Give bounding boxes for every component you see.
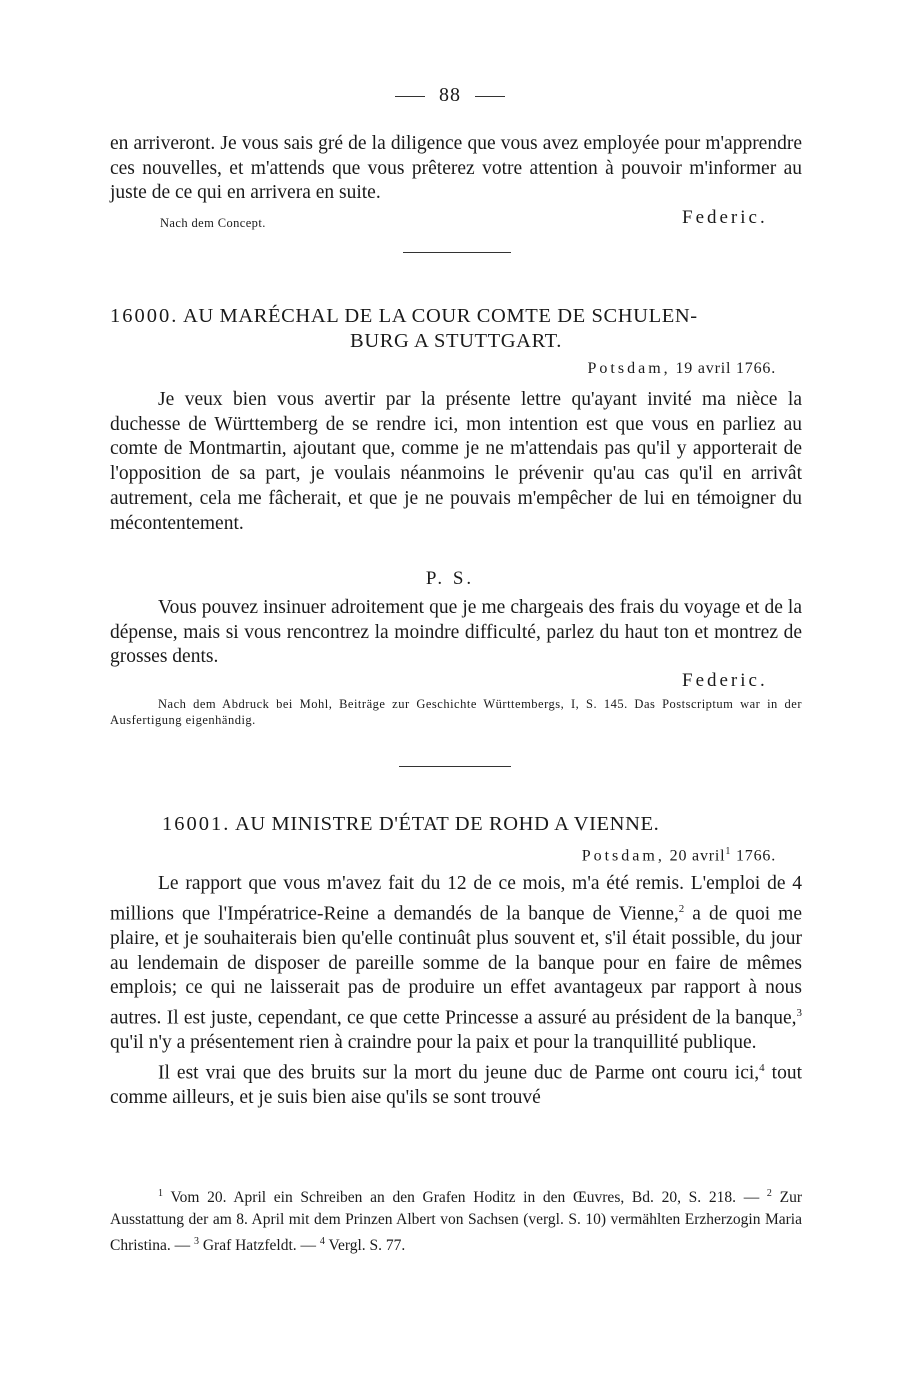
footnote-ref-3: 3 xyxy=(796,1007,802,1020)
letter-16001-dateline xyxy=(582,846,776,865)
postscript-body: Vous pouvez insinuer adroitement que je me chargeais des frais du voyage et de la dépense, mais si vous rencontrez la moindre difficulté, parlez du haut ton et montrez de grosses dents. xyxy=(110,597,802,668)
letter-16000-body: Je veux bien vous avertir par la présente lettre qu'ayant invité ma nièce la duchesse de Württemberg de se rendre ici, mon intention est que vous en parliez au comte de Montmartin, ajoutant que, comme je ne m'attendais pas qu'il y apporterait de l'opposition de sa part, je voulais néanmoins le prévenir qu'au cas qu'il en arrivât autrement, cela me fâcherait, et que je ne pouvais m'empêcher de lui en témoigner du mécontentement. xyxy=(110,389,802,534)
letter-16001-paragraph-2 xyxy=(110,1056,802,1111)
page-number: 88 xyxy=(439,84,461,106)
letter-16000-signature: Federic. xyxy=(682,670,768,691)
continuation-source-note: Nach dem Concept. xyxy=(160,216,266,230)
section-divider xyxy=(403,252,511,253)
paragraph-text: Il est vrai que des bruits sur la mort du jeune duc de Parme ont couru ici, xyxy=(158,1062,760,1084)
letter-16001-year: 1766. xyxy=(736,847,776,865)
letter-16001-title: AU MINISTRE D'ÉTAT DE ROHD A VIENNE. xyxy=(234,813,660,835)
footnote-ref-4: 4 xyxy=(759,1061,765,1074)
letter-16001-number: 16001. xyxy=(162,813,231,835)
letter-16000-title-line2: BURG A STUTTGART. xyxy=(350,330,562,352)
letter-16001-paragraph-1 xyxy=(110,872,802,1056)
letter-16000-heading xyxy=(110,304,802,354)
letter-16001-heading xyxy=(162,812,802,837)
letter-16000-title-line1: AU MARÉCHAL DE LA COUR COMTE DE SCHULEN- xyxy=(182,305,698,327)
continuation-signature: Federic. xyxy=(682,207,768,228)
footnote-ref-1: 1 xyxy=(725,846,732,857)
footnote-mark-2: 2 xyxy=(766,1188,772,1199)
letter-16000-dateline xyxy=(588,360,776,378)
letter-16000-source-note: Nach dem Abdruck bei Mohl, Beiträge zur Geschichte Württembergs, I, S. 145. Das Postscriptum war in der Ausfertigung eigenhändig. xyxy=(110,697,802,727)
paragraph-text: a de quoi me plaire, et je souhaiterais bien qu'elle continuât plus souvent et, s'il était possible, du jour au lendemain de disposer de pareille somme de la banque pour en faire de mêmes emplois; ce qui ne laisserait pas de produire un effet avantageux par rapport à nous autres. Il est juste, cependant, ce que cette Princesse a assuré au président de la banque, xyxy=(110,903,802,1029)
letter-16000-number: 16000. xyxy=(110,305,179,327)
footnote-mark-4: 4 xyxy=(319,1236,325,1248)
letter-16001-date: 20 avril xyxy=(669,847,726,865)
paragraph-text: tout comme ailleurs, et je suis bien aise qu'ils se sont trouvé xyxy=(110,1062,802,1109)
footnote-3: Graf Hatzfeldt. — xyxy=(202,1237,317,1255)
footnote-ref-2: 2 xyxy=(678,902,685,915)
footnote-1: Vom 20. April ein Schreiben an den Grafen Hoditz in den Œuvres, Bd. 20, S. 218. — xyxy=(170,1189,760,1207)
letter-16000-date: 19 avril 1766. xyxy=(675,360,776,377)
footnote-mark-3: 3 xyxy=(193,1236,199,1248)
letter-16001-body xyxy=(110,872,802,1111)
footnote-4: Vergl. S. 77. xyxy=(328,1237,406,1255)
footnotes xyxy=(110,1183,802,1257)
section-divider xyxy=(399,766,511,767)
letter-16000-place: Potsdam, xyxy=(587,360,671,377)
page-header xyxy=(0,84,900,107)
letter-16001-place: Potsdam, xyxy=(581,847,665,865)
paragraph-text: qu'il n'y a présentement rien à craindre pour la paix et pour la tranquillité publique. xyxy=(110,1032,757,1054)
paragraph-text: Le rapport que vous m'avez fait du 12 de ce mois, m'a été remis. L'emploi de 4 millions que l'Impératrice-Reine a demandés de la banque de Vienne, xyxy=(110,873,802,925)
header-dash-left xyxy=(395,96,425,97)
header-dash-right xyxy=(475,96,505,97)
footnote-mark-1: 1 xyxy=(158,1188,163,1199)
postscript-heading: P. S. xyxy=(425,568,475,589)
footnote-2: Zur Ausstattung der am 8. April mit dem Prinzen Albert von Sachsen (vergl. S. 10) vermählten Erzherzogin Maria Christina. — xyxy=(110,1189,803,1255)
continuation-text: en arriveront. Je vous sais gré de la diligence que vous avez employée pour m'apprendre ces nouvelles, et m'attends que vous prêterez votre attention à pouvoir m'informer au juste de ce qui en arrivera en suite. xyxy=(110,133,802,204)
